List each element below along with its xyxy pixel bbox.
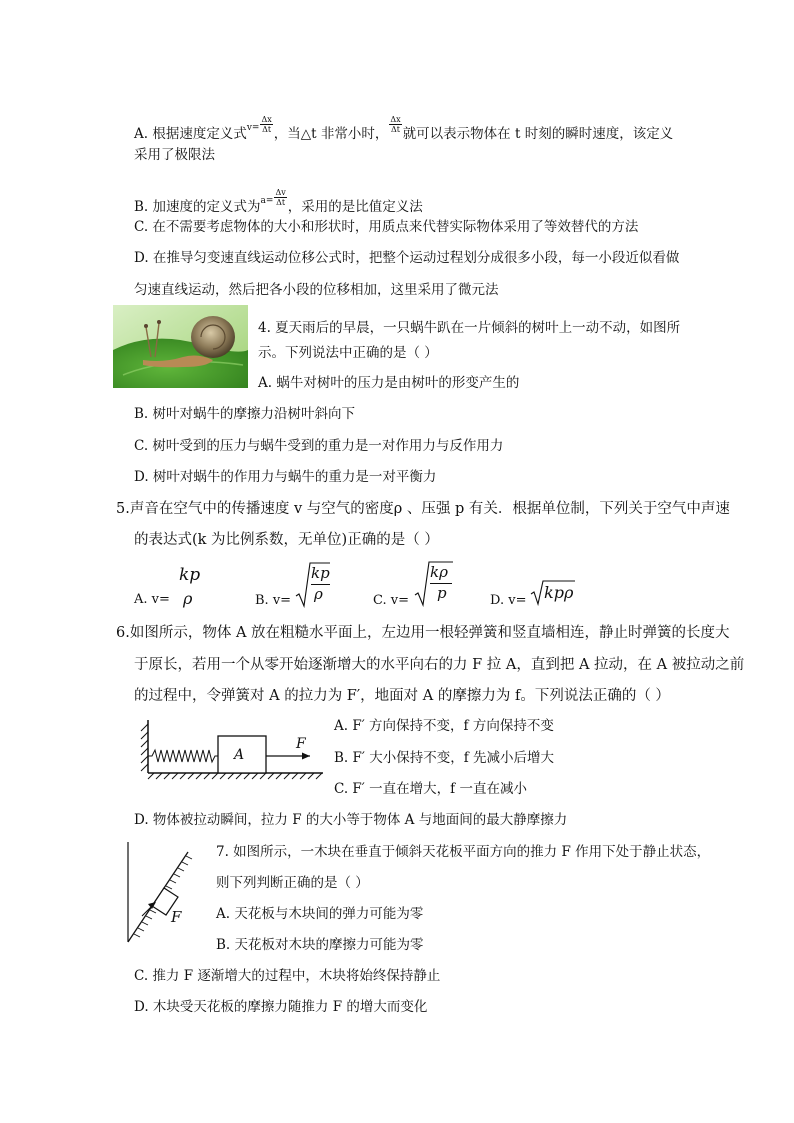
q6-stem-line1: 6.如图所示，物体 A 放在粗糙水平面上，左边用一根轻弹簧和竖直墙相连，静止时弹簧的长度大 <box>116 625 730 641</box>
q3-a-formula-lhs: v= <box>246 123 260 133</box>
q4-stem-line2: 示。下列说法中正确的是（ ） <box>258 345 438 361</box>
push-force-label: F <box>171 908 182 926</box>
q3-a-fraction-2: $\frac{\Delta x}{\Delta t}$ <box>390 115 401 134</box>
q7-option-c: C. 推力 F 逐渐增大的过程中，木块将始终保持静止 <box>134 968 441 984</box>
q3-b-formula-lhs: a= <box>260 196 274 206</box>
q5-b-denominator: ρ <box>314 585 323 603</box>
q3-option-c: C. 在不需要考虑物体的大小和形状时，用质点来代替实际物体采用了等效替代的方法 <box>134 219 639 235</box>
q5-option-d: D. v= <box>490 593 527 608</box>
q5-option-b: B. v= <box>255 593 292 608</box>
q5-a-denominator: ρ <box>183 589 193 608</box>
q4-option-d: D. 树叶对蜗牛的作用力与蜗牛的重力是一对平衡力 <box>134 469 437 485</box>
q4-option-a: A. 蜗牛对树叶的压力是由树叶的形变产生的 <box>258 375 520 391</box>
q5-option-c: C. v= <box>373 593 409 608</box>
q7-option-d: D. 木块受天花板的摩擦力随推力 F 的增大而变化 <box>134 999 428 1015</box>
q6-option-b: B. F′ 大小保持不变，f 先减小后增大 <box>334 750 555 766</box>
q7-stem-line1: 7. 如图所示，一木块在垂直于倾斜天花板平面方向的推力 F 作用下处于静止状态， <box>216 844 711 860</box>
q3-option-d-line2: 匀速直线运动，然后把各小段的位移相加，这里采用了微元法 <box>134 282 499 298</box>
q6-option-a: A. F′ 方向保持不变，f 方向保持不变 <box>334 718 554 734</box>
q5-option-a: A. v= <box>134 592 170 607</box>
inclined-ceiling-diagram <box>120 840 195 945</box>
q3-option-a-line1: A. 根据速度定义式$^{v=}$ $\frac{\Delta x}{\Delta t}$ ，当△t 非常小时， $\frac{\Delta x}{\Delta t}$ 就可以表示物体在 t 时刻的瞬时速度，该定义 <box>134 115 674 142</box>
q3-option-d-line1: D. 在推导匀变速直线运动位移公式时，把整个运动过程划分成很多小段，每一小段近似看做 <box>134 250 680 266</box>
q3-option-b: B. 加速度的定义式为$^{a=}$ $\frac{\Delta v}{\Delta t}$ ，采用的是比值定义法 <box>134 188 423 215</box>
q5-c-denominator: p <box>437 584 447 602</box>
q6-option-c: C. F′ 一直在增大，f 一直在减小 <box>334 781 527 797</box>
q5-stem-line2: 的表达式(k 为比例系数，无单位)正确的是（ ） <box>134 532 439 548</box>
q7-option-a: A. 天花板与木块间的弹力可能为零 <box>216 906 424 922</box>
q6-stem-line3: 的过程中，令弹簧对 A 的拉力为 F′，地面对 A 的摩擦力为 f。下列说法正确的（ ） <box>134 688 670 704</box>
pull-force-label: F <box>296 736 306 752</box>
snail-on-leaf-image <box>113 305 248 388</box>
q5-d-expression: kpρ <box>544 583 574 602</box>
q5-stem-line1: 5.声音在空气中的传播速度 v 与空气的密度ρ 、压强 p 有关．根据单位制，下列关于空气中声速 <box>116 501 730 517</box>
q3-a-fraction: $\frac{\Delta x}{\Delta t}$ <box>261 115 272 134</box>
q3-option-a-line2: 采用了极限法 <box>134 147 215 163</box>
q7-stem-line2: 则下列判断正确的是（ ） <box>216 875 369 891</box>
q5-c-numerator: kρ <box>430 563 448 581</box>
q4-option-b: B. 树叶对蜗牛的摩擦力沿树叶斜向下 <box>134 406 356 422</box>
q3-b-fraction: $\frac{\Delta v}{\Delta t}$ <box>275 188 286 207</box>
q5-a-numerator: kp <box>179 565 201 585</box>
q7-option-b: B. 天花板对木块的摩擦力可能为零 <box>216 937 424 953</box>
q4-stem-line1: 4. 夏天雨后的早晨，一只蜗牛趴在一片倾斜的树叶上一动不动，如图所 <box>258 320 681 336</box>
spring-block-label: A <box>234 747 245 763</box>
q4-option-c: C. 树叶受到的压力与蜗牛受到的重力是一对作用力与反作用力 <box>134 438 504 454</box>
q5-b-numerator: kp <box>311 564 330 582</box>
q6-stem-line2: 于原长，若用一个从零开始逐渐增大的水平向右的力 F 拉 A，直到把 A 拉动，在 A 被拉动之前 <box>134 657 745 673</box>
q6-option-d: D. 物体被拉动瞬间，拉力 F 的大小等于物体 A 与地面间的最大静摩擦力 <box>134 812 568 828</box>
